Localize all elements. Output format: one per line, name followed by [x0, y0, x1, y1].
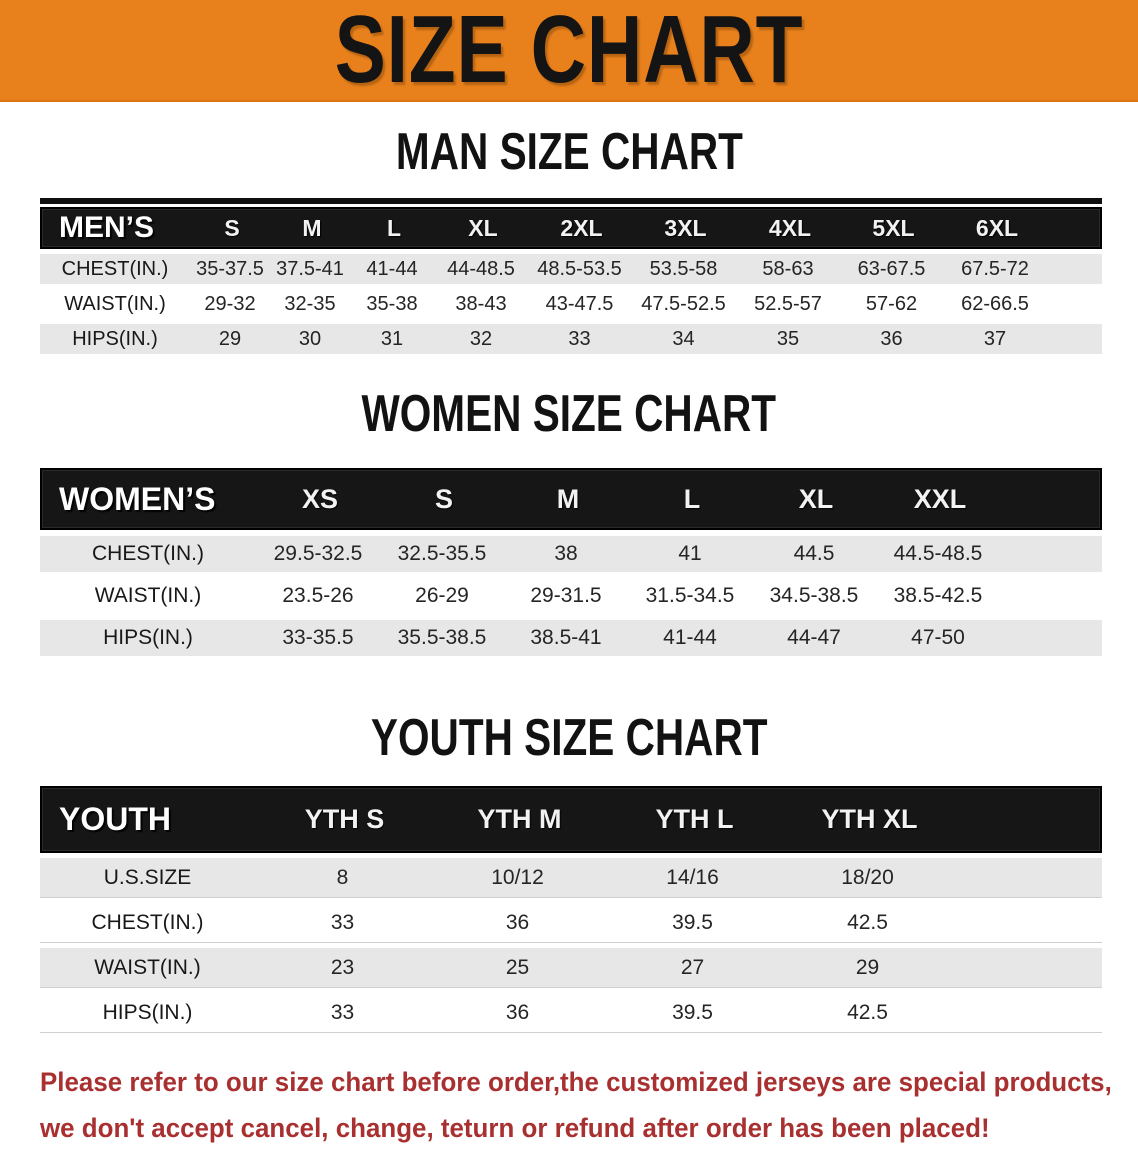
men-size-table: [40, 198, 1102, 354]
women-waist-m: 29-31.5: [530, 584, 602, 607]
women-chest-l: 41: [678, 542, 702, 565]
women-hips-xs: 33-35.5: [282, 626, 354, 649]
men-hips-label: HIPS(IN.): [72, 327, 158, 350]
men-hips-6xl: 37: [983, 327, 1007, 350]
men-hips-m: 30: [298, 327, 322, 350]
women-chest-s: 32.5-35.5: [397, 542, 487, 565]
women-col-l: L: [683, 483, 701, 514]
men-col-2xl: 2XL: [560, 214, 603, 241]
women-waist-l: 31.5-34.5: [645, 584, 735, 607]
youth-col-l: YTH L: [655, 804, 734, 834]
youth-col-s: YTH S: [304, 804, 385, 834]
women-waist-row: [40, 578, 1102, 614]
youth-waist-m: 25: [505, 955, 530, 979]
women-hips-row: [40, 620, 1102, 656]
youth-chest-m: 36: [505, 910, 530, 934]
youth-heading-text: YOUTH SIZE CHART: [370, 709, 768, 767]
women-waist-xxl: 38.5-42.5: [893, 584, 983, 607]
men-waist-3xl: 47.5-52.5: [641, 292, 726, 315]
men-chest-3xl: 53.5-58: [649, 257, 718, 280]
men-hips-l: 31: [380, 327, 404, 350]
youth-chest-l: 39.5: [672, 910, 713, 934]
youth-chest-xl: 42.5: [847, 910, 888, 934]
men-chest-4xl: 58-63: [762, 257, 814, 280]
youth-hips-xl: 42.5: [847, 1000, 888, 1024]
men-col-s: S: [224, 214, 240, 241]
men-table-header-row: [40, 207, 1102, 249]
youth-size-table: [40, 786, 1102, 1033]
women-hips-label: HIPS(IN.): [103, 626, 193, 649]
men-waist-label: WAIST(IN.): [64, 292, 166, 315]
women-col-xs: XS: [301, 483, 339, 514]
women-hips-xl: 44-47: [787, 626, 841, 649]
men-waist-2xl: 43-47.5: [545, 292, 614, 315]
men-chest-2xl: 48.5-53.5: [537, 257, 622, 280]
men-hips-row: [40, 324, 1102, 354]
women-chest-m: 38: [554, 542, 578, 565]
men-table-top-border: [40, 198, 1102, 204]
women-hips-s: 35.5-38.5: [397, 626, 487, 649]
women-size-table: [40, 468, 1102, 656]
women-chest-row: [40, 536, 1102, 572]
men-col-6xl: 6XL: [975, 214, 1019, 241]
youth-ussize-l: 14/16: [666, 865, 719, 889]
youth-chest-s: 33: [330, 910, 355, 934]
men-hips-4xl: 35: [776, 327, 800, 350]
men-chest-label: CHEST(IN.): [61, 257, 169, 280]
men-col-m: M: [302, 214, 322, 241]
men-waist-s: 29-32: [204, 292, 256, 315]
men-chest-xl: 44-48.5: [447, 257, 515, 280]
youth-hips-m: 36: [505, 1000, 530, 1024]
women-col-m: M: [556, 483, 580, 514]
youth-section-heading: [0, 709, 1138, 767]
men-chest-5xl: 63-67.5: [857, 257, 926, 280]
men-waist-5xl: 57-62: [865, 292, 918, 315]
women-chest-xl: 44.5: [793, 542, 835, 565]
men-hips-5xl: 36: [880, 327, 903, 350]
men-hips-2xl: 33: [568, 327, 591, 350]
youth-ussize-m: 10/12: [491, 865, 544, 889]
women-waist-label: WAIST(IN.): [94, 584, 202, 607]
women-waist-xl: 34.5-38.5: [769, 584, 859, 607]
disclaimer-note: [40, 1059, 1138, 1152]
youth-ussize-xl: 18/20: [841, 865, 894, 889]
youth-ussize-row: [40, 858, 1102, 898]
men-hips-xl: 32: [469, 327, 493, 350]
women-waist-xs: 23.5-26: [282, 584, 354, 607]
youth-ussize-label: U.S.SIZE: [103, 865, 192, 889]
youth-waist-label: WAIST(IN.): [94, 955, 201, 979]
women-hips-xxl: 47-50: [911, 626, 965, 649]
men-waist-row: [40, 289, 1102, 319]
men-col-xl: XL: [468, 214, 498, 241]
women-table-header-label: WOMEN’S: [59, 480, 216, 517]
men-chest-m: 37.5-41: [276, 257, 344, 280]
men-hips-s: 29: [218, 327, 242, 350]
women-col-s: S: [434, 483, 453, 514]
women-table-header-row: [40, 468, 1102, 530]
men-col-5xl: 5XL: [872, 214, 915, 241]
youth-hips-row: [40, 993, 1102, 1033]
men-hips-3xl: 34: [672, 327, 695, 350]
men-col-3xl: 3XL: [664, 214, 707, 241]
man-section-heading: [0, 123, 1138, 181]
youth-chest-row: [40, 903, 1102, 943]
youth-waist-s: 23: [330, 955, 355, 979]
disclaimer-line-2: we don't accept cancel, change, teturn or refund after order has been placed!: [40, 1113, 990, 1144]
men-chest-l: 41-44: [366, 257, 418, 280]
women-section-heading: [0, 385, 1138, 443]
youth-hips-s: 33: [330, 1000, 355, 1024]
youth-hips-l: 39.5: [672, 1000, 713, 1024]
youth-col-m: YTH M: [477, 804, 562, 834]
men-table-header-label: MEN’S: [59, 211, 155, 244]
disclaimer-line-1: Please refer to our size chart before order,the customized jerseys are special products,: [40, 1067, 1112, 1097]
men-waist-6xl: 62-66.5: [961, 292, 1029, 315]
women-chest-xs: 29.5-32.5: [273, 542, 363, 565]
banner-title: SIZE CHART: [334, 0, 804, 103]
man-heading-text: MAN SIZE CHART: [395, 123, 743, 181]
youth-table-header-label: YOUTH: [59, 801, 171, 837]
men-waist-xl: 38-43: [455, 292, 507, 315]
women-chest-label: CHEST(IN.): [92, 542, 204, 565]
youth-chest-label: CHEST(IN.): [91, 910, 204, 934]
women-col-xxl: XXL: [913, 483, 967, 514]
youth-ussize-s: 8: [336, 865, 349, 889]
women-hips-l: 41-44: [663, 626, 717, 649]
youth-waist-xl: 29: [855, 955, 880, 979]
youth-waist-l: 27: [680, 955, 705, 979]
women-heading-text: WOMEN SIZE CHART: [361, 385, 777, 443]
men-col-l: L: [386, 214, 402, 241]
youth-col-xl: YTH XL: [821, 804, 918, 834]
youth-waist-row: [40, 948, 1102, 988]
women-hips-m: 38.5-41: [530, 626, 602, 649]
youth-hips-label: HIPS(IN.): [102, 1000, 193, 1024]
men-chest-s: 35-37.5: [196, 257, 264, 280]
men-waist-4xl: 52.5-57: [754, 292, 822, 315]
women-waist-s: 26-29: [415, 584, 469, 607]
size-chart-banner: [0, 0, 1138, 102]
women-chest-xxl: 44.5-48.5: [893, 542, 983, 565]
men-waist-l: 35-38: [366, 292, 418, 315]
men-chest-6xl: 67.5-72: [961, 257, 1029, 280]
youth-table-header-row: [40, 786, 1102, 853]
men-col-4xl: 4XL: [768, 214, 812, 241]
men-chest-row: [40, 254, 1102, 284]
men-waist-m: 32-35: [284, 292, 336, 315]
women-col-xl: XL: [798, 483, 834, 514]
